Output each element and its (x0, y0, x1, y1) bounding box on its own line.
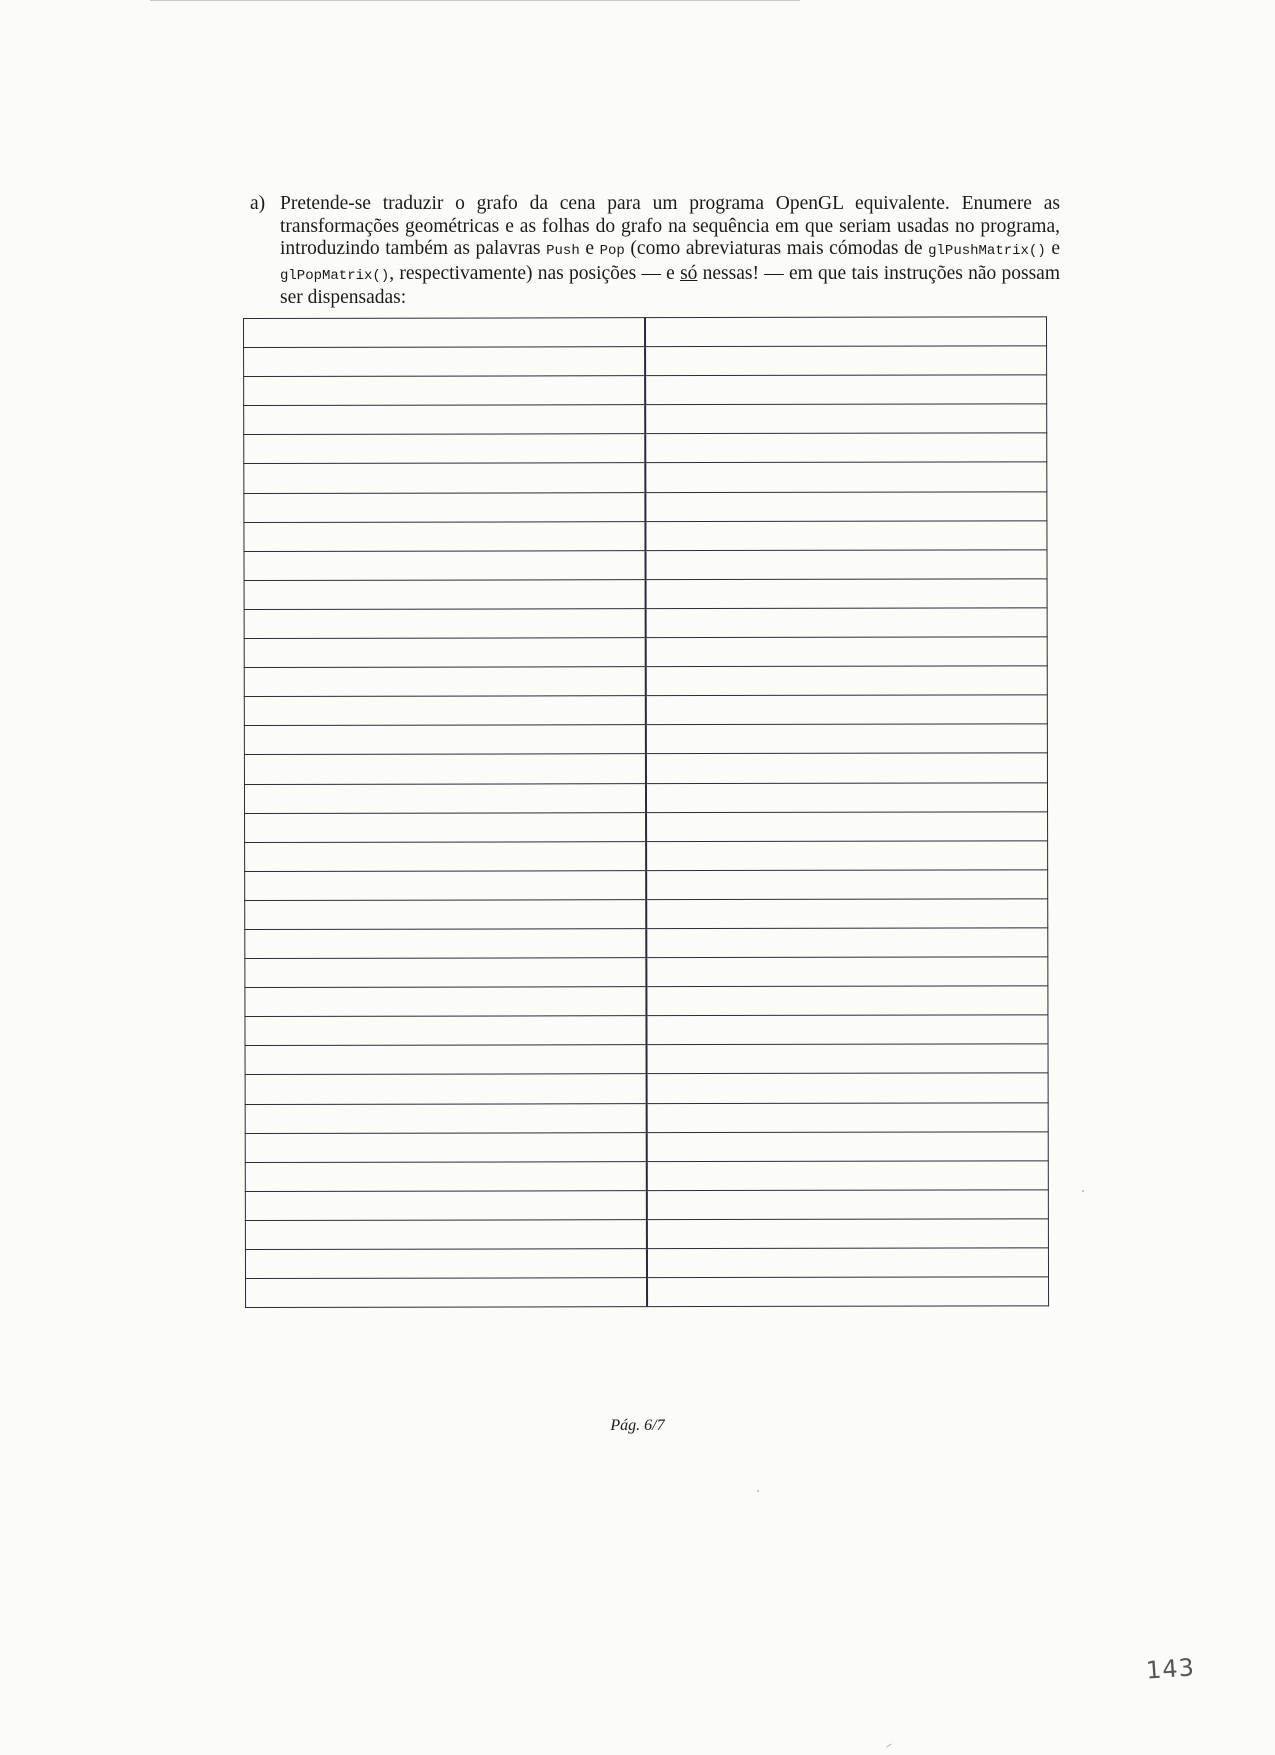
table-row (245, 1248, 1048, 1279)
page-number: Pág. 6/7 (610, 1417, 665, 1434)
answer-cell-right[interactable] (647, 1102, 1049, 1132)
answer-cell-left[interactable] (244, 696, 646, 726)
answer-cell-right[interactable] (647, 1073, 1049, 1103)
answer-cell-left[interactable] (244, 783, 646, 813)
answer-cell-right[interactable] (646, 870, 1048, 900)
scan-speck (757, 1490, 759, 1492)
answer-cell-right[interactable] (647, 1277, 1049, 1307)
answer-cell-left[interactable] (245, 1045, 647, 1075)
answer-cell-left[interactable] (245, 1103, 647, 1133)
table-row (244, 550, 1047, 581)
answer-cell-left[interactable] (244, 347, 646, 377)
answer-cell-right[interactable] (646, 695, 1048, 725)
answer-cell-left[interactable] (244, 754, 646, 784)
answer-cell-left[interactable] (244, 609, 646, 639)
answer-cell-left[interactable] (245, 900, 647, 930)
answer-cell-left[interactable] (244, 318, 646, 348)
answer-cell-right[interactable] (645, 346, 1047, 376)
answer-cell-right[interactable] (646, 841, 1048, 871)
table-row (244, 491, 1047, 522)
answer-cell-left[interactable] (245, 1016, 647, 1046)
answer-cell-right[interactable] (645, 404, 1047, 434)
question-text-underlined: só (680, 262, 698, 284)
table-row (245, 1015, 1048, 1046)
code-pop: Pop (599, 243, 625, 259)
table-row (244, 608, 1047, 639)
question-text-e1: e (579, 238, 600, 259)
table-row (244, 637, 1047, 668)
handwritten-note: 143 (1145, 1653, 1196, 1685)
table-row (244, 346, 1047, 377)
answer-cell-left[interactable] (245, 987, 647, 1017)
question-text-part1: Pretende-se traduzir o grafo da cena para um programa OpenGL equivalente. Enumere as transformações geométricas e as folhas do grafo na sequência em que seriam usadas no programa, introduzindo também as palavras (280, 193, 1060, 259)
answer-cell-right[interactable] (645, 317, 1047, 347)
answer-cell-left[interactable] (244, 667, 646, 697)
answer-cell-left[interactable] (244, 725, 646, 755)
table-row (244, 317, 1047, 348)
answer-cell-right[interactable] (645, 520, 1047, 550)
scan-speck (1082, 1190, 1084, 1192)
table-row (245, 870, 1048, 901)
table-row (244, 433, 1047, 464)
answer-cell-left[interactable] (245, 1249, 647, 1279)
answer-cell-left[interactable] (244, 376, 646, 406)
scan-speck (886, 1743, 891, 1747)
table-row (245, 986, 1048, 1017)
question-a (250, 193, 1060, 310)
table-row (244, 375, 1047, 406)
answer-cell-right[interactable] (646, 986, 1048, 1016)
answer-cell-left[interactable] (245, 1074, 647, 1104)
table-row (245, 957, 1048, 988)
question-label: a) (250, 193, 266, 214)
question-text-e2: e (1045, 238, 1060, 259)
answer-cell-right[interactable] (646, 666, 1048, 696)
table-row (245, 899, 1048, 930)
table-row (245, 1219, 1048, 1250)
table-row (245, 811, 1048, 842)
table-row (244, 404, 1047, 435)
answer-cell-right[interactable] (645, 462, 1047, 492)
answer-cell-left[interactable] (245, 958, 647, 988)
answer-cell-left[interactable] (244, 434, 646, 464)
answer-cell-right[interactable] (646, 1015, 1048, 1045)
answer-cell-right[interactable] (645, 375, 1047, 405)
table-row (245, 928, 1048, 959)
question-text-part4: nessas! — em que tais instruções não possam ser dispensadas: (280, 262, 1060, 308)
answer-cell-left[interactable] (244, 492, 646, 522)
table-row (244, 782, 1047, 813)
answer-cell-left[interactable] (245, 1161, 647, 1191)
table-row (245, 1161, 1048, 1192)
answer-cell-left[interactable] (244, 580, 646, 610)
answer-cell-right[interactable] (646, 928, 1048, 958)
answer-cell-right[interactable] (647, 1044, 1049, 1074)
table-row (245, 1044, 1048, 1075)
table-row (244, 753, 1047, 784)
answer-table-body (244, 317, 1049, 1308)
code-push: Push (546, 243, 580, 259)
answer-cell-left[interactable] (245, 841, 647, 871)
answer-cell-right[interactable] (645, 550, 1047, 580)
answer-cell-left[interactable] (245, 1220, 647, 1250)
table-row (245, 1073, 1048, 1104)
answer-cell-left[interactable] (244, 463, 646, 493)
table-row (245, 1131, 1048, 1162)
answer-cell-right[interactable] (647, 1131, 1049, 1161)
table-row (244, 579, 1047, 610)
answer-cell-right[interactable] (647, 1219, 1049, 1249)
table-row (244, 462, 1047, 493)
answer-cell-left[interactable] (246, 1278, 648, 1308)
answer-cell-right[interactable] (647, 1190, 1049, 1220)
code-glpushmatrix: glPushMatrix() (928, 243, 1046, 259)
answer-cell-right[interactable] (647, 1248, 1049, 1278)
answer-cell-right[interactable] (645, 433, 1047, 463)
table-row (246, 1277, 1049, 1308)
table-row (244, 695, 1047, 726)
answer-cell-right[interactable] (646, 811, 1048, 841)
answer-cell-left[interactable] (245, 870, 647, 900)
answer-table (243, 316, 1049, 1308)
answer-cell-left[interactable] (245, 812, 647, 842)
question-text-part3: , respectivamente) nas posições — e (389, 262, 681, 284)
code-glpopmatrix: glPopMatrix() (280, 267, 390, 284)
answer-cell-left[interactable] (245, 1132, 647, 1162)
answer-cell-left[interactable] (244, 521, 646, 551)
answer-cell-right[interactable] (646, 753, 1048, 783)
answer-cell-left[interactable] (244, 405, 646, 435)
answer-cell-left[interactable] (244, 550, 646, 580)
answer-cell-left[interactable] (245, 1190, 647, 1220)
answer-cell-right[interactable] (647, 1161, 1049, 1191)
answer-cell-right[interactable] (646, 637, 1048, 667)
answer-cell-right[interactable] (645, 491, 1047, 521)
page-top-edge (150, 0, 800, 1)
answer-cell-right[interactable] (646, 899, 1048, 929)
table-row (245, 1190, 1048, 1221)
question-text (280, 193, 1060, 310)
answer-cell-right[interactable] (646, 608, 1048, 638)
answer-cell-left[interactable] (245, 929, 647, 959)
answer-cell-right[interactable] (646, 724, 1048, 754)
table-row (245, 841, 1048, 872)
question-text-part2: (como abreviaturas mais cómodas de (624, 238, 929, 259)
answer-cell-right[interactable] (646, 579, 1048, 609)
table-row (244, 520, 1047, 551)
answer-cell-left[interactable] (244, 638, 646, 668)
answer-cell-right[interactable] (646, 782, 1048, 812)
answer-cell-right[interactable] (646, 957, 1048, 987)
table-row (244, 724, 1047, 755)
table-row (245, 1102, 1048, 1133)
table-row (244, 666, 1047, 697)
